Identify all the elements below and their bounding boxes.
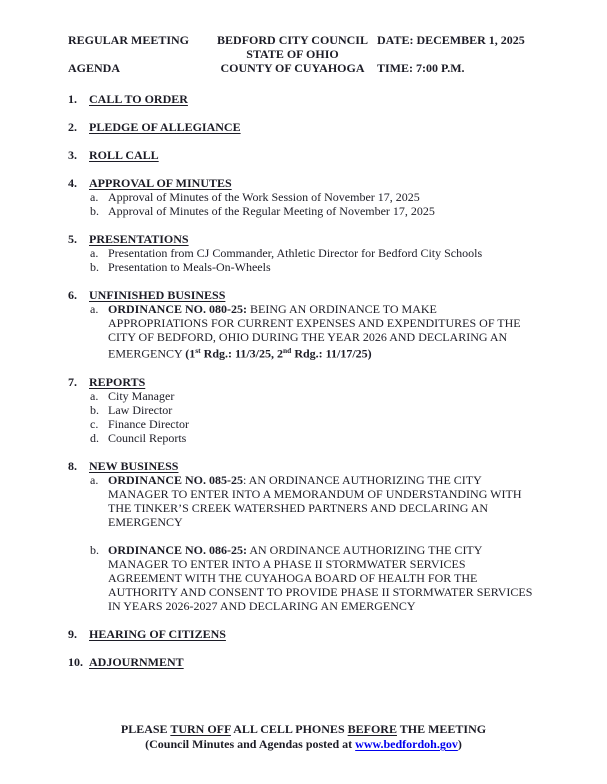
agenda-item-head	[68, 176, 577, 190]
agenda-subitem	[90, 246, 577, 260]
agenda-subitem	[90, 389, 577, 403]
date-label: DATE: DECEMBER 1, 2025	[377, 33, 525, 47]
doc-type-label: AGENDA	[68, 61, 121, 75]
agenda-item-head	[68, 459, 577, 473]
agenda-item-number: 9.	[68, 626, 77, 641]
agenda-subitem-list	[90, 302, 577, 361]
text-segment: PLEASE	[120, 722, 171, 736]
agenda-item-title: APPROVAL OF MINUTES	[89, 176, 232, 190]
agenda-subitem-list	[90, 389, 577, 445]
text-segment: : AN ORDINANCE AUTHORIZING THE CITY MANAGER TO ENTER INTO A MEMORANDUM OF UNDERSTANDING WITH THE TINKER’S CREEK WATERSHED PARTNERS AND DECLARING AN EMERGENCY	[108, 472, 522, 529]
text-segment: Rdg.: 11/3/25, 2	[200, 346, 283, 361]
agenda-item-title: REPORTS	[89, 374, 146, 389]
state-line: STATE OF OHIO	[246, 47, 339, 61]
agenda-subitem-list	[90, 190, 577, 218]
text-segment: Approval of Minutes of the Regular Meeting of November 17, 2025	[108, 204, 435, 218]
text-segment: TURN OFF	[170, 722, 231, 736]
agenda-item-title: PLEDGE OF ALLEGIANCE	[89, 120, 241, 134]
text-segment: Finance Director	[108, 416, 189, 431]
text-segment: ALL CELL PHONES	[230, 722, 348, 736]
agenda-item-2	[68, 120, 577, 134]
agenda-subitem	[90, 260, 577, 274]
subitem-letter: a.	[90, 388, 99, 403]
subitem-text	[108, 246, 482, 260]
document-header	[0, 0, 607, 75]
agenda-item-title: ROLL CALL	[89, 148, 159, 162]
agenda-item-title: NEW BUSINESS	[89, 458, 179, 473]
subitem-letter: c.	[90, 416, 99, 431]
text-segment: BEFORE	[347, 722, 397, 736]
text-segment: Rdg.: 11/17/25)	[291, 346, 372, 361]
agenda-item-head	[68, 288, 577, 302]
agenda-item-number: 10.	[68, 654, 83, 669]
text-segment: THE MEETING	[396, 722, 487, 736]
agenda-subitem	[90, 190, 577, 204]
subitem-letter: a.	[90, 246, 99, 260]
website-link[interactable]: www.bedfordoh.gov	[355, 737, 458, 751]
agenda-subitem	[90, 302, 577, 361]
header-spacer	[377, 47, 577, 61]
subitem-letter: a.	[90, 190, 99, 204]
text-segment: nd	[283, 346, 292, 355]
subitem-text	[108, 417, 189, 431]
agenda-item-number: 2.	[68, 120, 77, 134]
subitem-letter: b.	[90, 402, 99, 417]
agenda-item-head	[68, 375, 577, 389]
agenda-item-number: 3.	[68, 148, 77, 162]
footer-notice	[0, 722, 607, 737]
text-segment: Presentation to Meals-On-Wheels	[108, 260, 271, 274]
agenda-item-3	[68, 148, 577, 162]
subitem-letter: a.	[90, 302, 99, 316]
agenda-item-10	[68, 655, 577, 669]
agenda-item-number: 7.	[68, 374, 77, 389]
agenda-item-title: PRESENTATIONS	[89, 232, 189, 246]
time-label: TIME: 7:00 P.M.	[377, 61, 465, 75]
subitem-text	[108, 403, 172, 417]
subitem-letter: b.	[90, 260, 99, 274]
agenda-item-number: 4.	[68, 176, 77, 190]
subitem-letter: b.	[90, 542, 99, 557]
agenda-item-head	[68, 232, 577, 246]
subitem-text	[108, 190, 420, 204]
agenda-item-number: 1.	[68, 92, 77, 106]
text-segment: ORDINANCE NO. 086-25:	[108, 542, 247, 557]
text-segment: Law Director	[108, 402, 173, 417]
agenda-item-number: 8.	[68, 458, 77, 473]
meeting-type-label: REGULAR MEETING	[68, 33, 190, 47]
county-line: COUNTY OF CUYAHOGA	[220, 61, 365, 75]
agenda-item-1	[68, 92, 577, 106]
agenda-item-7	[68, 375, 577, 445]
agenda-item-head	[68, 92, 577, 106]
agenda-item-8	[68, 459, 577, 613]
text-segment: (Council Minutes and Agendas posted at	[145, 737, 356, 751]
agenda-list	[68, 92, 577, 669]
subitem-text	[108, 543, 538, 613]
text-segment: ORDINANCE NO. 080-25:	[108, 302, 247, 316]
text-segment: st	[195, 346, 201, 355]
subitem-text	[108, 204, 435, 218]
agenda-item-title: ADJOURNMENT	[89, 654, 184, 669]
text-segment: Presentation from CJ Commander, Athletic Director for Bedford City Schools	[108, 246, 483, 260]
agenda-item-head	[68, 655, 577, 669]
agenda-subitem-list	[90, 473, 577, 613]
agenda-item-title: CALL TO ORDER	[89, 92, 188, 106]
agenda-item-6	[68, 288, 577, 361]
text-segment: Approval of Minutes of the Work Session of November 17, 2025	[108, 190, 420, 204]
agenda-item-head	[68, 120, 577, 134]
agenda-subitem	[90, 204, 577, 218]
subitem-text	[108, 431, 186, 445]
text-segment: Council Reports	[108, 430, 187, 445]
subitem-letter: a.	[90, 472, 99, 487]
agenda-subitem	[90, 417, 577, 431]
text-segment: AN ORDINANCE AUTHORIZING THE CITY MANAGER TO ENTER INTO A PHASE II STORMWATER SERVICES AGREEMENT WITH THE CUYAHOGA BOARD OF HEALTH FOR THE AUTHORITY AND CONSENT TO PROVIDE PHASE II STORMWATER SERVICES IN YEARS 2026-2027 AND DECLARING AN EMERGENCY	[108, 542, 533, 613]
agenda-subitem	[90, 403, 577, 417]
subitem-text	[108, 473, 538, 529]
agenda-subitem	[90, 431, 577, 445]
text-segment: BEING AN ORDINANCE TO MAKE APPROPRIATIONS FOR CURRENT EXPENSES AND EXPENDITURES OF THE CITY OF BEDFORD, OHIO DURING THE YEAR 2026 AND DECLARING AN EMERGENCY	[108, 302, 521, 361]
agenda-item-head	[68, 148, 577, 162]
subitem-text	[108, 302, 538, 361]
text-segment: City Manager	[108, 388, 175, 403]
header-spacer	[68, 47, 208, 61]
agenda-item-title: HEARING OF CITIZENS	[89, 626, 226, 641]
text-segment: ORDINANCE NO. 085-25	[108, 472, 243, 487]
agenda-item-number: 6.	[68, 288, 77, 302]
agenda-subitem-list	[90, 246, 577, 274]
council-name: BEDFORD CITY COUNCIL	[217, 33, 368, 47]
subitem-letter: b.	[90, 204, 99, 218]
agenda-item-head	[68, 627, 577, 641]
agenda-item-9	[68, 627, 577, 641]
text-segment: (1	[185, 346, 196, 361]
agenda-item-4	[68, 176, 577, 218]
footer-posting-note	[0, 737, 607, 752]
agenda-subitem	[90, 473, 577, 529]
agenda-item-number: 5.	[68, 232, 77, 246]
subitem-text	[108, 260, 271, 274]
subitem-letter: d.	[90, 430, 99, 445]
agenda-item-5	[68, 232, 577, 274]
document-footer	[0, 722, 607, 752]
subitem-text	[108, 389, 174, 403]
agenda-subitem	[90, 543, 577, 613]
agenda-item-title: UNFINISHED BUSINESS	[89, 288, 226, 302]
text-segment: )	[457, 737, 462, 751]
